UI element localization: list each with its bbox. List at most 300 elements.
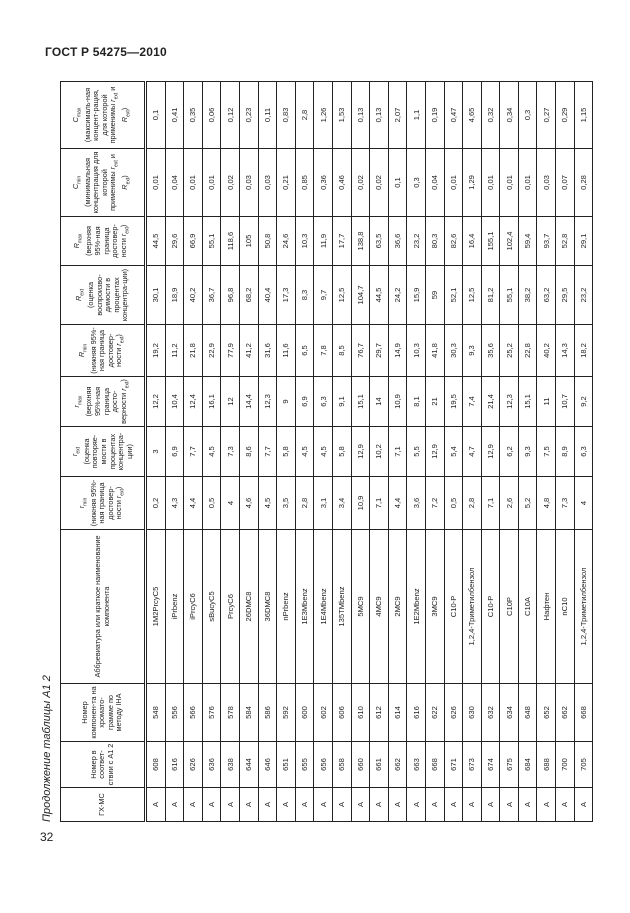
cell-rmax: 12,3 (500, 377, 519, 427)
cell-Cmax: 1,53 (332, 82, 351, 149)
cell-Rext: 104,7 (351, 266, 370, 325)
cell-gcms: А (425, 788, 444, 822)
cell-iha: 662 (556, 684, 575, 742)
table-row (444, 82, 463, 822)
cell-rmin: 0,5 (202, 477, 221, 530)
column-header-iha (61, 684, 146, 742)
header-symbol: r (72, 405, 82, 408)
header-ref-symbol: r (118, 388, 128, 391)
header-symbol-sub: ext (75, 446, 82, 454)
cell-rext: 12,9 (351, 427, 370, 477)
cell-a12: 656 (314, 742, 333, 788)
header-text: (оценка повторяе-мости в процентах концентра-ции) (81, 432, 134, 471)
cell-Cmin: 0,01 (444, 149, 463, 217)
cell-Rext: 15,9 (407, 266, 426, 325)
cell-a12: 675 (500, 742, 519, 788)
cell-abbr: 1E2Mbenz (407, 530, 426, 684)
cell-rmin: 5,2 (518, 477, 537, 530)
header-symbol-sub: min (82, 343, 89, 352)
table-row (537, 82, 556, 822)
table-row (202, 82, 221, 822)
cell-Rmax: 44,5 (146, 217, 166, 266)
cell-rmin: 4 (574, 477, 593, 530)
cell-rext: 4,5 (202, 427, 221, 477)
cell-rmin: 4,4 (184, 477, 203, 530)
header-symbol: r (69, 453, 79, 457)
cell-a12: 646 (258, 742, 277, 788)
cell-Cmax: 1,15 (574, 82, 593, 149)
table-row (370, 82, 389, 822)
cell-iha: 652 (537, 684, 556, 742)
cell-Cmin: 0,03 (239, 149, 258, 217)
cell-Rext: 96,8 (221, 266, 240, 325)
header-ref-sub: ext (124, 227, 131, 234)
header-close: ) (114, 486, 124, 490)
cell-rmin: 4,5 (258, 477, 277, 530)
table-row (184, 82, 203, 822)
cell-Rmax: 36,6 (388, 217, 407, 266)
cell-a12: 684 (518, 742, 537, 788)
cell-rext: 6,9 (165, 427, 184, 477)
cell-Rext: 38,2 (518, 266, 537, 325)
header-symbol-sub: max (75, 107, 82, 118)
cell-Rmax: 59,4 (518, 217, 537, 266)
cell-rmax: 10,9 (388, 377, 407, 427)
cell-gcms: А (314, 788, 333, 822)
cell-gcms: А (258, 788, 277, 822)
cell-Rmin: 7,8 (314, 325, 333, 377)
cell-Rmax: 138,8 (351, 217, 370, 266)
cell-rext: 6,3 (574, 427, 593, 477)
cell-Rmin: 9,3 (463, 325, 482, 377)
cell-iha: 584 (239, 684, 258, 742)
cell-Cmin: 0,02 (351, 149, 370, 217)
column-header-a12 (61, 742, 146, 788)
cell-gcms: А (556, 788, 575, 822)
cell-Rmax: 66,9 (184, 217, 203, 266)
cell-Cmin: 0,01 (146, 149, 166, 217)
header-ref-symbol: r (114, 343, 124, 346)
cell-Rext: 40,2 (184, 266, 203, 325)
cell-rmin: 4,3 (165, 477, 184, 530)
cell-Rmin: 11,6 (277, 325, 296, 377)
cell-rext: 7,1 (388, 427, 407, 477)
cell-Cmin: 1,29 (463, 149, 482, 217)
cell-gcms: А (518, 788, 537, 822)
cell-Rmax: 29,6 (165, 217, 184, 266)
cell-Rmin: 14,9 (388, 325, 407, 377)
table-row (463, 82, 482, 822)
cell-Cmax: 0,27 (537, 82, 556, 149)
cell-rmin: 10,9 (351, 477, 370, 530)
table-row (332, 82, 351, 822)
cell-rmax: 12,2 (146, 377, 166, 427)
cell-gcms: А (332, 788, 351, 822)
cell-iha: 634 (500, 684, 519, 742)
cell-iha: 606 (332, 684, 351, 742)
header-ref2-symbol: R (120, 184, 130, 190)
cell-iha: 630 (463, 684, 482, 742)
table-row (425, 82, 444, 822)
header-symbol: R (76, 351, 86, 358)
cell-Cmax: 2,07 (388, 82, 407, 149)
header-ref2-sub: ext (125, 177, 132, 185)
table-row (295, 82, 314, 822)
cell-Rext: 8,3 (295, 266, 314, 325)
cell-Rmax: 155,1 (481, 217, 500, 266)
cell-Cmax: 0,19 (425, 82, 444, 149)
cell-Rmin: 21,8 (184, 325, 203, 377)
cell-a12: 651 (277, 742, 296, 788)
column-header-Rmin (61, 325, 146, 377)
header-symbol: R (72, 243, 82, 249)
cell-iha: 612 (370, 684, 389, 742)
cell-rext: 5,8 (277, 427, 296, 477)
cell-rext: 4,5 (295, 427, 314, 477)
cell-a12: 655 (295, 742, 314, 788)
cell-Cmax: 0,11 (258, 82, 277, 149)
cell-rext: 4,5 (314, 427, 333, 477)
table-row (351, 82, 370, 822)
cell-Rext: 81,2 (481, 266, 500, 325)
cell-Rmin: 18,2 (574, 325, 593, 377)
cell-gcms: А (574, 788, 593, 822)
cell-gcms: А (146, 788, 166, 822)
cell-Rext: 55,1 (500, 266, 519, 325)
cell-Rmin: 6,5 (295, 325, 314, 377)
cell-Cmax: 1,1 (407, 82, 426, 149)
cell-rmax: 21 (425, 377, 444, 427)
cell-Rmin: 35,6 (481, 325, 500, 377)
cell-gcms: А (165, 788, 184, 822)
cell-iha: 586 (258, 684, 277, 742)
table-caption: Продолжение таблицы А1 2 (41, 675, 53, 822)
cell-a12: 660 (351, 742, 370, 788)
cell-rmin: 3,5 (277, 477, 296, 530)
cell-Rmin: 76,7 (351, 325, 370, 377)
cell-Cmax: 0,23 (239, 82, 258, 149)
cell-abbr: iPrcyC6 (184, 530, 203, 684)
cell-rext: 7,3 (221, 427, 240, 477)
cell-Cmax: 4,65 (463, 82, 482, 149)
cell-iha: 556 (165, 684, 184, 742)
cell-Cmax: 0,34 (500, 82, 519, 149)
cell-Rmin: 8,5 (332, 325, 351, 377)
cell-Cmin: 0,03 (537, 149, 556, 217)
cell-Cmax: 0,47 (444, 82, 463, 149)
cell-abbr: C10P (500, 530, 519, 684)
cell-abbr: 26DMC8 (239, 530, 258, 684)
cell-Cmax: 0,3 (518, 82, 537, 149)
cell-gcms: А (407, 788, 426, 822)
cell-rmin: 7,3 (556, 477, 575, 530)
cell-Rmin: 41,8 (425, 325, 444, 377)
cell-Cmin: 0,04 (425, 149, 444, 217)
cell-Cmin: 0,21 (277, 149, 296, 217)
cell-abbr: 5MC9 (351, 530, 370, 684)
cell-abbr: 1,2,4-Триметилбензол (574, 530, 593, 684)
cell-Rmax: 80,3 (425, 217, 444, 266)
cell-Rmin: 30,3 (444, 325, 463, 377)
cell-Rmin: 31,6 (258, 325, 277, 377)
cell-rext: 5,8 (332, 427, 351, 477)
cell-rext: 7,7 (184, 427, 203, 477)
cell-rmax: 14,4 (239, 377, 258, 427)
cell-Cmax: 0,83 (277, 82, 296, 149)
cell-gcms: А (277, 788, 296, 822)
cell-Cmin: 0,03 (258, 149, 277, 217)
cell-Cmin: 0,01 (500, 149, 519, 217)
cell-Rext: 18,9 (165, 266, 184, 325)
cell-rext: 10,2 (370, 427, 389, 477)
cell-abbr: 1E3Mbenz (295, 530, 314, 684)
cell-rmax: 12,3 (258, 377, 277, 427)
cell-rext: 12,9 (425, 427, 444, 477)
cell-rmin: 2,6 (500, 477, 519, 530)
cell-rext: 7,5 (537, 427, 556, 477)
cell-Cmax: 0,29 (556, 82, 575, 149)
rotated-table-block (41, 82, 593, 822)
table-row (574, 82, 593, 822)
cell-rmax: 12,4 (184, 377, 203, 427)
cell-gcms: А (388, 788, 407, 822)
cell-gcms: А (221, 788, 240, 822)
cell-gcms: А (537, 788, 556, 822)
table-row (165, 82, 184, 822)
cell-rmax: 15,1 (351, 377, 370, 427)
cell-Rext: 68,2 (239, 266, 258, 325)
cell-a12: 688 (537, 742, 556, 788)
cell-abbr: iPrbenz (165, 530, 184, 684)
cell-gcms: А (351, 788, 370, 822)
cell-rmax: 6,9 (295, 377, 314, 427)
cell-Rmax: 52,8 (556, 217, 575, 266)
cell-a12: 661 (370, 742, 389, 788)
cell-iha: 632 (481, 684, 500, 742)
column-header-rext (61, 427, 146, 477)
header-symbol-sub: max (77, 395, 84, 406)
cell-rmax: 19,5 (444, 377, 463, 427)
table-row (258, 82, 277, 822)
cell-a12: 705 (574, 742, 593, 788)
cell-rmin: 3,6 (407, 477, 426, 530)
cell-Rext: 59 (425, 266, 444, 325)
cell-abbr: 4MC9 (370, 530, 389, 684)
cell-rmin: 7,1 (481, 477, 500, 530)
table-row (481, 82, 500, 822)
cell-Cmax: 0,35 (184, 82, 203, 149)
cell-Cmin: 0,1 (388, 149, 407, 217)
cell-iha: 648 (518, 684, 537, 742)
header-symbol-sub: min (82, 497, 89, 506)
cell-rmax: 10,4 (165, 377, 184, 427)
column-header-Cmax (61, 82, 146, 149)
cell-rmin: 4 (221, 477, 240, 530)
header-ref-sub: ext (119, 489, 126, 496)
header-close: ) (120, 107, 130, 111)
table-header-row (61, 82, 146, 822)
header-ref-sub: ext (113, 160, 120, 167)
header-ref-sub: ext (113, 92, 120, 100)
cell-a12: 662 (388, 742, 407, 788)
cell-a12: 644 (239, 742, 258, 788)
cell-rmin: 7,2 (425, 477, 444, 530)
cell-Rmax: 50,8 (258, 217, 277, 266)
cell-Cmin: 0,07 (556, 149, 575, 217)
cell-Cmin: 0,01 (518, 149, 537, 217)
header-ref-symbol: r (108, 166, 118, 170)
cell-Rmin: 11,2 (165, 325, 184, 377)
cell-abbr: C10-P (444, 530, 463, 684)
cell-abbr: C10-P (481, 530, 500, 684)
header-text: (оценка воспроизво-димости в процентах концентра-ции) (86, 268, 130, 322)
cell-Rmax: 10,3 (295, 217, 314, 266)
cell-rmax: 15,1 (518, 377, 537, 427)
cell-abbr: sBucyC5 (202, 530, 221, 684)
header-close: ) (114, 334, 124, 337)
cell-Rext: 23,2 (574, 266, 593, 325)
cell-Cmax: 1,26 (314, 82, 333, 149)
header-ref-sub: ext (119, 336, 126, 344)
cell-rmin: 7,1 (370, 477, 389, 530)
cell-a12: 626 (184, 742, 203, 788)
cell-Cmax: 0,13 (351, 82, 370, 149)
cell-Cmin: 0,04 (165, 149, 184, 217)
cell-rmin: 4,4 (388, 477, 407, 530)
cell-Cmin: 0,85 (295, 149, 314, 217)
cell-Cmin: 0,46 (332, 149, 351, 217)
cell-rmax: 9,2 (574, 377, 593, 427)
cell-a12: 673 (463, 742, 482, 788)
cell-rmin: 0,5 (444, 477, 463, 530)
cell-Rmax: 11,9 (314, 217, 333, 266)
cell-Rmax: 24,6 (277, 217, 296, 266)
cell-gcms: А (202, 788, 221, 822)
header-symbol-sub: min (75, 175, 82, 184)
cell-rmin: 2,8 (295, 477, 314, 530)
cell-Rmax: 63,5 (370, 217, 389, 266)
cell-gcms: А (481, 788, 500, 822)
cell-abbr: nC10 (556, 530, 575, 684)
cell-Rmax: 93,7 (537, 217, 556, 266)
column-header-gcms (61, 788, 146, 822)
cell-Rmin: 14,3 (556, 325, 575, 377)
header-text: (минимальная концентрация для которой применимы (82, 151, 118, 214)
table-row (500, 82, 519, 822)
cell-abbr: Нафтен (537, 530, 556, 684)
cell-abbr: 3MC9 (425, 530, 444, 684)
cell-Rmax: 55,1 (202, 217, 221, 266)
cell-a12: 671 (444, 742, 463, 788)
header-text: (нижняя 95%-ная граница достовер-ности (88, 327, 124, 374)
cell-Cmin: 0,02 (221, 149, 240, 217)
cell-abbr: C10A (518, 530, 537, 684)
cell-Rmax: 105 (239, 217, 258, 266)
header-text: Номер в соответ-ствии с А1 2 (88, 743, 115, 786)
cell-rext: 12,9 (481, 427, 500, 477)
cell-iha: 610 (351, 684, 370, 742)
cell-iha: 576 (202, 684, 221, 742)
header-symbol: C (70, 117, 80, 123)
cell-rext: 5,5 (407, 427, 426, 477)
cell-Rmax: 102,4 (500, 217, 519, 266)
cell-Rmin: 10,3 (407, 325, 426, 377)
header-text: ГХ-МС (97, 793, 107, 816)
cell-abbr: 1M2PrcyC5 (146, 530, 166, 684)
cell-Cmax: 0,06 (202, 82, 221, 149)
cell-iha: 616 (407, 684, 426, 742)
cell-Rext: 24,2 (388, 266, 407, 325)
cell-Rext: 12,5 (463, 266, 482, 325)
table-row (239, 82, 258, 822)
cell-Cmin: 0,01 (202, 149, 221, 217)
cell-abbr: 36DMC8 (258, 530, 277, 684)
cell-rmin: 0,2 (146, 477, 166, 530)
cell-gcms: А (184, 788, 203, 822)
table-row (556, 82, 575, 822)
header-ref-joiner: и (108, 154, 118, 161)
header-symbol: R (73, 295, 83, 301)
cell-rmin: 4,8 (537, 477, 556, 530)
header-symbol: C (70, 183, 80, 190)
cell-Cmin: 0,02 (370, 149, 389, 217)
cell-Cmin: 0,3 (407, 149, 426, 217)
cell-rmax: 12 (221, 377, 240, 427)
cell-gcms: А (295, 788, 314, 822)
cell-rmax: 9,1 (332, 377, 351, 427)
cell-iha: 578 (221, 684, 240, 742)
header-symbol-sub: ext (79, 289, 86, 296)
cell-Cmax: 2,8 (295, 82, 314, 149)
cell-rmax: 9 (277, 377, 296, 427)
cell-Rext: 52,1 (444, 266, 463, 325)
header-ref-symbol: r (114, 495, 124, 499)
document-header: ГОСТ Р 54275—2010 (45, 45, 167, 59)
cell-rmin: 2,8 (463, 477, 482, 530)
cell-iha: 592 (277, 684, 296, 742)
cell-Cmax: 0,12 (221, 82, 240, 149)
cell-rext: 5,4 (444, 427, 463, 477)
cell-gcms: А (500, 788, 519, 822)
header-ref-symbol: r (118, 233, 128, 237)
cell-rext: 8,9 (556, 427, 575, 477)
cell-Cmax: 0,1 (146, 82, 166, 149)
cell-abbr: 2MC9 (388, 530, 407, 684)
cell-rext: 8,6 (239, 427, 258, 477)
cell-gcms: А (370, 788, 389, 822)
header-text: Номер компонен-та на хромато-грамме по методу IHA (80, 686, 124, 739)
header-text: (верхняя 95%-ная граница досто-верности (84, 386, 128, 424)
table-row (518, 82, 537, 822)
data-table (60, 81, 593, 822)
cell-Rext: 30,1 (146, 266, 166, 325)
cell-a12: 636 (202, 742, 221, 788)
cell-Rmin: 29,7 (370, 325, 389, 377)
header-text: (нижняя 95%-ная граница достовер-ности (88, 479, 124, 527)
header-symbol-sub: max (77, 233, 84, 244)
cell-abbr: 135TMbenz (332, 530, 351, 684)
cell-Cmin: 0,01 (481, 149, 500, 217)
cell-a12: 658 (332, 742, 351, 788)
header-text: (верхняя 95%-ная граница достовер-ности (84, 224, 128, 258)
column-header-rmin (61, 477, 146, 530)
cell-abbr: PrcyC6 (221, 530, 240, 684)
cell-rmax: 14 (370, 377, 389, 427)
cell-Cmax: 0,41 (165, 82, 184, 149)
cell-a12: 668 (425, 742, 444, 788)
cell-abbr: 1E4Mbenz (314, 530, 333, 684)
cell-rmin: 3,1 (314, 477, 333, 530)
